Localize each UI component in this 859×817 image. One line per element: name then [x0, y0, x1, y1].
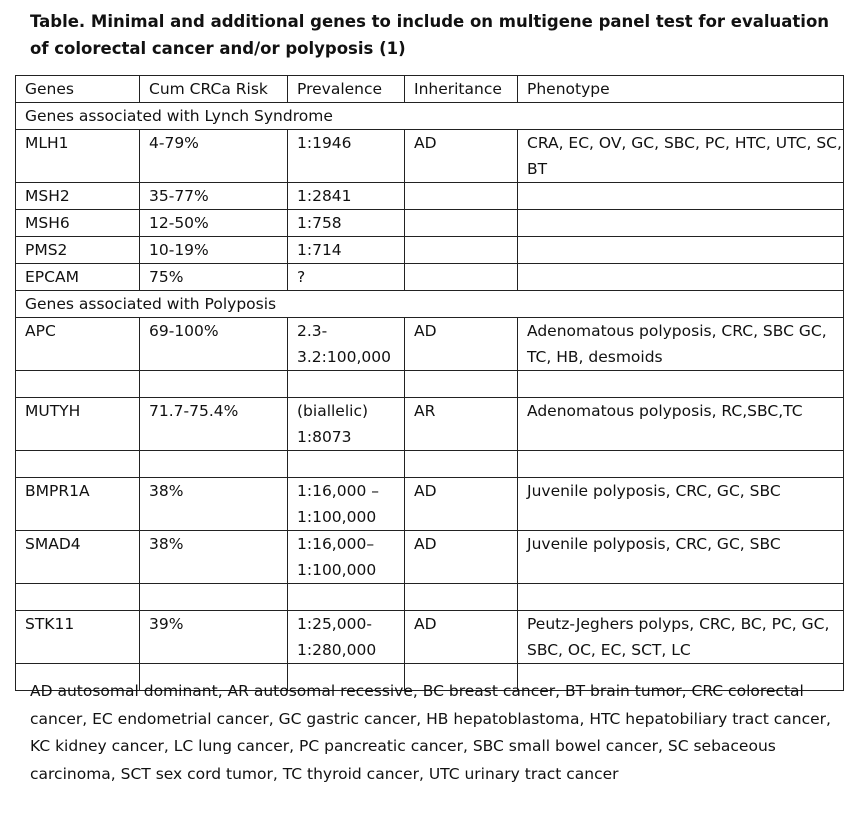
risk-cell: 35-77% — [140, 183, 288, 210]
inheritance-cell: AD — [405, 611, 518, 664]
gene-cell: STK11 — [16, 611, 140, 664]
phenotype-cell — [518, 210, 844, 237]
inheritance-cell — [405, 237, 518, 264]
gene-cell: SMAD4 — [16, 531, 140, 584]
phenotype-cell: Juvenile polyposis, CRC, GC, SBC — [518, 478, 844, 531]
header-prevalence: Prevalence — [288, 76, 405, 103]
table-row — [16, 478, 844, 531]
table-row — [16, 264, 844, 291]
inheritance-cell: AR — [405, 398, 518, 451]
inheritance-cell — [405, 210, 518, 237]
risk-cell: 69-100% — [140, 318, 288, 371]
table-header-row — [16, 76, 844, 103]
table-row — [16, 183, 844, 210]
phenotype-cell: CRA, EC, OV, GC, SBC, PC, HTC, UTC, SC, BT — [518, 130, 844, 183]
prevalence-cell: 1:714 — [288, 237, 405, 264]
gene-cell: EPCAM — [16, 264, 140, 291]
header-phenotype: Phenotype — [518, 76, 844, 103]
table-row — [16, 130, 844, 183]
table-row — [16, 210, 844, 237]
section-row-polyposis — [16, 291, 844, 318]
inheritance-cell — [405, 183, 518, 210]
section-label-polyposis: Genes associated with Polyposis — [16, 291, 844, 318]
gene-cell: MLH1 — [16, 130, 140, 183]
phenotype-cell — [518, 237, 844, 264]
phenotype-cell: Adenomatous polyposis, RC,SBC,TC — [518, 398, 844, 451]
gene-cell: APC — [16, 318, 140, 371]
prevalence-cell: 1:16,000– 1:100,000 — [288, 531, 405, 584]
gene-cell: MSH2 — [16, 183, 140, 210]
risk-cell: 12-50% — [140, 210, 288, 237]
header-cum-crca-risk: Cum CRCa Risk — [140, 76, 288, 103]
section-label-lynch: Genes associated with Lynch Syndrome — [16, 103, 844, 130]
prevalence-cell: 2.3-3.2:100,000 — [288, 318, 405, 371]
risk-cell: 75% — [140, 264, 288, 291]
prevalence-cell: 1:2841 — [288, 183, 405, 210]
table-row — [16, 237, 844, 264]
table-row — [16, 318, 844, 371]
inheritance-cell — [405, 264, 518, 291]
inheritance-cell: AD — [405, 478, 518, 531]
phenotype-cell: Peutz-Jeghers polyps, CRC, BC, PC, GC, SBC, OC, EC, SCT, LC — [518, 611, 844, 664]
risk-cell: 71.7-75.4% — [140, 398, 288, 451]
phenotype-cell: Adenomatous polyposis, CRC, SBC GC, TC, HB, desmoids — [518, 318, 844, 371]
gene-cell: MUTYH — [16, 398, 140, 451]
header-genes: Genes — [16, 76, 140, 103]
prevalence-cell: (biallelic) 1:8073 — [288, 398, 405, 451]
risk-cell: 38% — [140, 531, 288, 584]
header-inheritance: Inheritance — [405, 76, 518, 103]
gene-cell: BMPR1A — [16, 478, 140, 531]
abbreviations-footnote: AD autosomal dominant, AR autosomal recessive, BC breast cancer, BT brain tumor, CRC colorectal cancer, EC endometrial cancer, GC gastric cancer, HB hepatoblastoma, HTC hepatobiliary tract cancer, KC kidney cancer, LC lung cancer, PC pancreatic cancer, SBC small bowel cancer, SC sebaceous carcinoma, SCT sex cord tumor, TC thyroid cancer, UTC urinary tract cancer — [30, 682, 831, 783]
table-title: Table. Minimal and additional genes to include on multigene panel test for evaluation of colorectal cancer and/or polyposis (1) — [30, 12, 830, 58]
prevalence-cell: 1:758 — [288, 210, 405, 237]
risk-cell: 10-19% — [140, 237, 288, 264]
risk-cell: 39% — [140, 611, 288, 664]
inheritance-cell: AD — [405, 531, 518, 584]
empty-row — [16, 371, 844, 398]
empty-row — [16, 451, 844, 478]
table-row — [16, 531, 844, 584]
phenotype-cell: Juvenile polyposis, CRC, GC, SBC — [518, 531, 844, 584]
prevalence-cell: 1:25,000- 1:280,000 — [288, 611, 405, 664]
table-row — [16, 398, 844, 451]
gene-cell: MSH6 — [16, 210, 140, 237]
inheritance-cell: AD — [405, 318, 518, 371]
section-row-lynch — [16, 103, 844, 130]
phenotype-cell — [518, 264, 844, 291]
risk-cell: 4-79% — [140, 130, 288, 183]
inheritance-cell: AD — [405, 130, 518, 183]
prevalence-cell: 1:16,000 – 1:100,000 — [288, 478, 405, 531]
phenotype-cell — [518, 183, 844, 210]
risk-cell: 38% — [140, 478, 288, 531]
prevalence-cell: 1:1946 — [288, 130, 405, 183]
table-row — [16, 611, 844, 664]
gene-cell: PMS2 — [16, 237, 140, 264]
empty-row — [16, 584, 844, 611]
genes-table — [15, 75, 844, 691]
prevalence-cell: ? — [288, 264, 405, 291]
